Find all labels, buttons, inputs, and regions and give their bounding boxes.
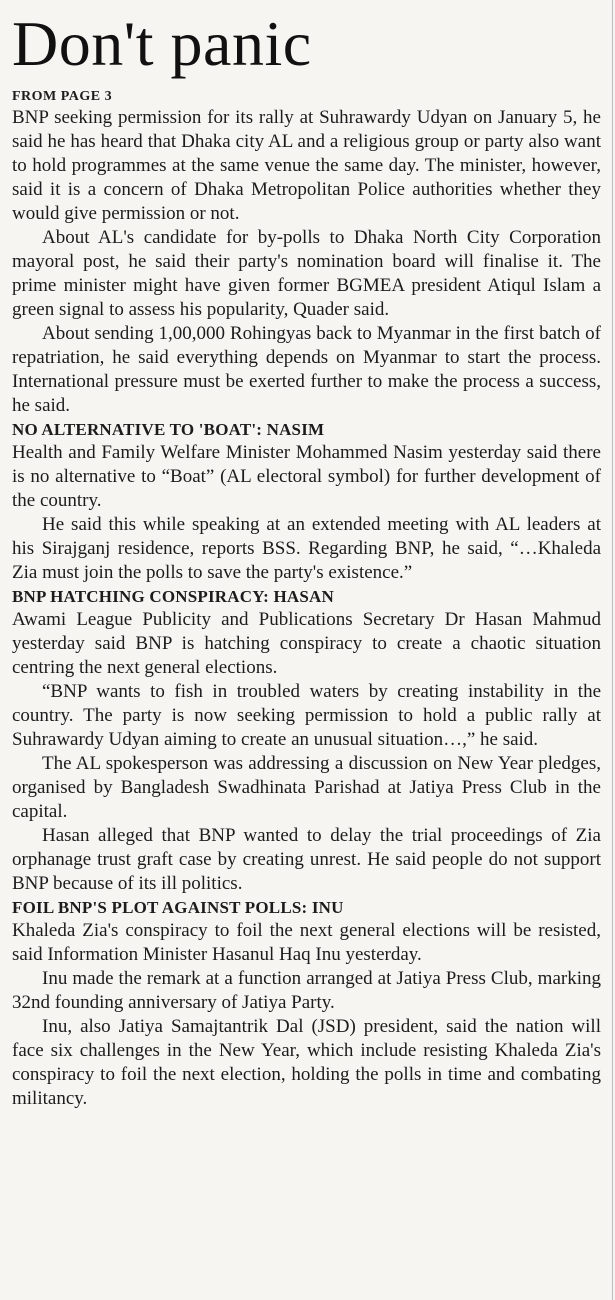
paragraph: Hasan alleged that BNP wanted to delay the trial proceedings of Zia orphanage trust graft case by creating unrest. He said people do not support BNP because of its ill politics.	[12, 825, 601, 894]
subhead-hasan: BNP HATCHING CONSPIRACY: HASAN	[12, 587, 334, 606]
paragraph: BNP seeking permission for its rally at Suhrawardy Udyan on January 5, he said he has heard that Dhaka city AL and a religious group or party also want to hold programmes at the same venue the same day. The minister, however, said it is a concern of Dhaka Metropolitan Police authorities whether they would give permission or not.	[12, 107, 601, 224]
paragraph: Inu, also Jatiya Samajtantrik Dal (JSD) president, said the nation will face six challenges in the New Year, which include resisting Khaleda Zia's conspiracy to foil the next election, holding the polls in time and combating militancy.	[12, 1016, 601, 1109]
paragraph: “BNP wants to fish in troubled waters by creating instability in the country. The party is now seeking permission to hold a public rally at Suhrawardy Udyan aiming to create an unusual situation…,” he said.	[12, 681, 601, 750]
paragraph: Health and Family Welfare Minister Mohammed Nasim yesterday said there is no alternative to “Boat” (AL electoral symbol) for further development of the country.	[12, 442, 601, 511]
subhead-inu: FOIL BNP'S PLOT AGAINST POLLS: INU	[12, 898, 344, 917]
headline: Don't panic	[12, 8, 312, 79]
paragraph: Awami League Publicity and Publications Secretary Dr Hasan Mahmud yesterday said BNP is hatching conspiracy to create a chaotic situation centring the next general elections.	[12, 609, 601, 678]
paragraph: Khaleda Zia's conspiracy to foil the next general elections will be resisted, said Information Minister Hasanul Haq Inu yesterday.	[12, 920, 601, 965]
paragraph: Inu made the remark at a function arranged at Jatiya Press Club, marking 32nd founding anniversary of Jatiya Party.	[12, 968, 601, 1013]
jump-line: FROM PAGE 3	[12, 89, 113, 104]
paragraph: About sending 1,00,000 Rohingyas back to Myanmar in the first batch of repatriation, he said everything depends on Myanmar to start the process. International pressure must be exerted further to make the process a success, he said.	[12, 323, 601, 416]
subhead-nasim: NO ALTERNATIVE TO 'BOAT': NASIM	[12, 420, 325, 439]
column-rule	[612, 0, 613, 1300]
paragraph: The AL spokesperson was addressing a discussion on New Year pledges, organised by Bangladesh Swadhinata Parishad at Jatiya Press Club in the capital.	[12, 753, 601, 822]
paragraph: He said this while speaking at an extended meeting with AL leaders at his Sirajganj residence, reports BSS. Regarding BNP, he said, “…Khaleda Zia must join the polls to save the party's existence.”	[12, 514, 601, 583]
paragraph: About AL's candidate for by-polls to Dhaka North City Corporation mayoral post, he said their party's nomination board will finalise it. The prime minister might have given former BGMEA president Atiqul Islam a green signal to assess his popularity, Quader said.	[12, 227, 601, 320]
